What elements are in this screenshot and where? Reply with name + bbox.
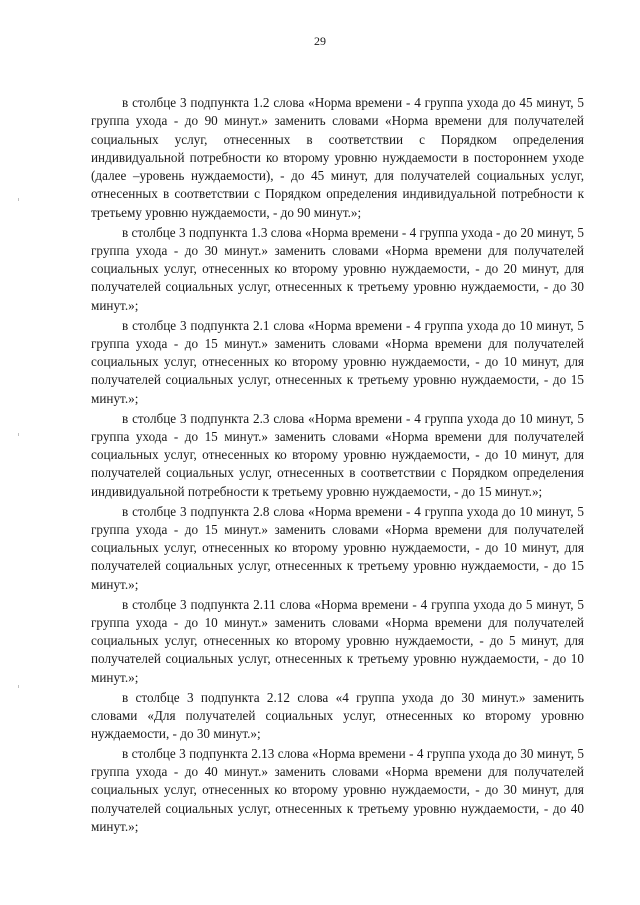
document-body bbox=[91, 94, 584, 838]
paragraph-5: в столбце 3 подпункта 2.8 слова «Норма времени - 4 группа ухода до 10 минут, 5 группа ухода - до 15 минут.» заменить словами «Норма времени для получателей социальных услуг, отнесенных ко второму уровню нуждаемости, - до 10 минут, для получателей социальных услуг, отнесенных к третьему уровню нуждаемости, - до 15 минут.»; bbox=[91, 503, 584, 592]
margin-mark bbox=[18, 198, 19, 201]
paragraph-1: в столбце 3 подпункта 1.2 слова «Норма времени - 4 группа ухода до 45 минут, 5 группа ухода - до 90 минут.» заменить словами «Норма времени для получателей социальных услуг, отнесенных в соответствии с Порядком определения индивидуальной потребности ко второму уровню нуждаемости в постороннем уходе (далее –уровень нуждаемости), - до 45 минут, для получателей социальных услуг, отнесенных в соответствии с Порядком определения индивидуальной потребности к третьему уровню нуждаемости, - до 90 минут.»; bbox=[91, 95, 584, 220]
paragraph-4: в столбце 3 подпункта 2.3 слова «Норма времени - 4 группа ухода до 10 минут, 5 группа ухода - до 15 минут.» заменить словами «Норма времени для получателей социальных услуг, отнесенных ко второму уровню нуждаемости, - до 10 минут, для получателей социальных услуг, отнесенных в соответствии с Порядком определения индивидуальной потребности к третьему уровню нуждаемости, - до 15 минут.»; bbox=[91, 410, 584, 499]
paragraph-6: в столбце 3 подпункта 2.11 слова «Норма времени - 4 группа ухода до 5 минут, 5 группа ухода - до 10 минут.» заменить словами «Норма времени для получателей социальных услуг, отнесенных ко второму уровню нуждаемости, - до 5 минут, для получателей социальных услуг, отнесенных к третьему уровню нуждаемости, - до 10 минут.»; bbox=[91, 596, 584, 685]
margin-mark bbox=[18, 433, 19, 436]
paragraph-2: в столбце 3 подпункта 1.3 слова «Норма времени - 4 группа ухода - до 20 минут, 5 группа ухода - до 30 минут.» заменить словами «Норма времени для получателей социальных услуг, отнесенных ко второму уровню нуждаемости, - до 20 минут, для получателей социальных услуг, отнесенных к третьему уровню нуждаемости, - до 30 минут.»; bbox=[91, 224, 584, 313]
paragraph-3: в столбце 3 подпункта 2.1 слова «Норма времени - 4 группа ухода до 10 минут, 5 группа ухода - до 15 минут.» заменить словами «Норма времени для получателей социальных услуг, отнесенных ко второму уровню нуждаемости, - до 10 минут, для получателей социальных услуг, отнесенных к третьему уровню нуждаемости, - до 15 минут.»; bbox=[91, 317, 584, 406]
paragraph-7: в столбце 3 подпункта 2.12 слова «4 группа ухода до 30 минут.» заменить словами «Для получателей социальных услуг, отнесенных ко второму уровню нуждаемости, - до 30 минут.»; bbox=[91, 689, 584, 742]
paragraph-8: в столбце 3 подпункта 2.13 слова «Норма времени - 4 группа ухода до 30 минут, 5 группа ухода - до 40 минут.» заменить словами «Норма времени для получателей социальных услуг, отнесенных ко второму уровню нуждаемости, - до 30 минут, для получателей социальных услуг, отнесенных к третьему уровню нуждаемости, - до 40 минут.»; bbox=[91, 745, 584, 835]
margin-mark bbox=[18, 685, 19, 688]
page-number: 29 bbox=[314, 34, 326, 48]
